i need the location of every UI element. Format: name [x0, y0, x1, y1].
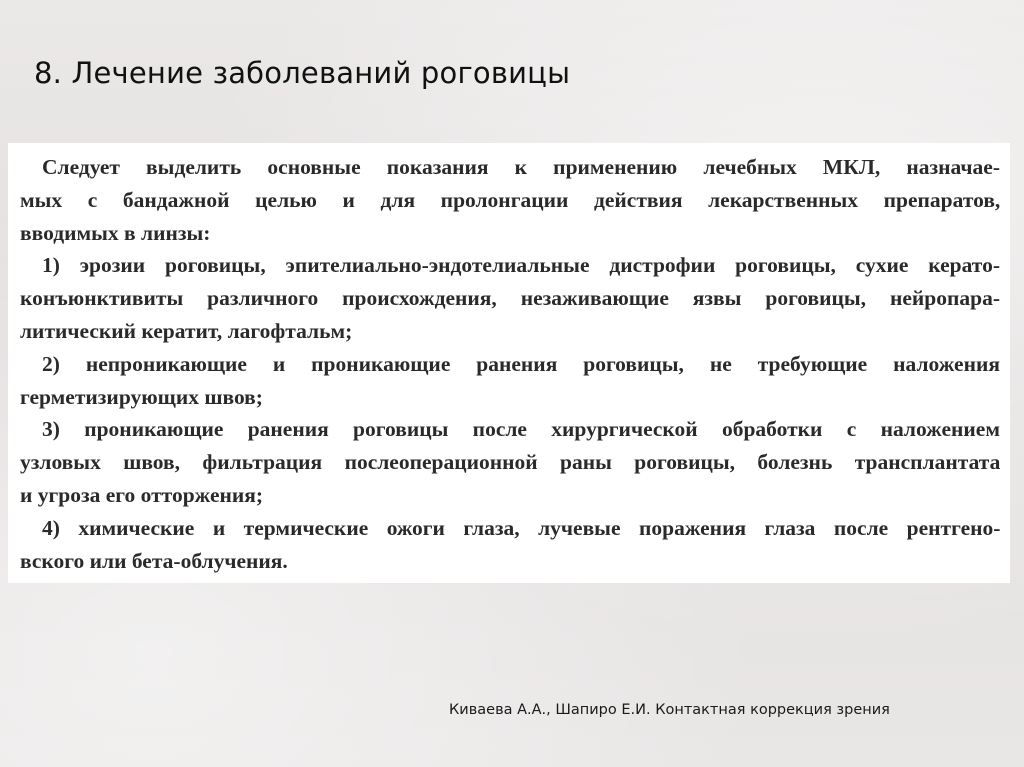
text-line: вводимых в линзы:: [20, 220, 211, 245]
slide-title: 8. Лечение заболеваний роговицы: [34, 56, 571, 90]
scanned-text-panel: [8, 143, 1010, 583]
list-item-1-line: 1) эрозии роговицы, эпителиально-эндотелиальные дистрофии роговицы, сухие керато-: [42, 253, 1000, 278]
list-item-1-line: конъюнктивиты различного происхождения, незаживающие язвы роговицы, нейропара-: [20, 286, 1000, 311]
text-line: мых с бандажной целью и для пролонгации действия лекарственных препаратов,: [20, 187, 1000, 212]
list-item-1-line: литический кератит, лагофтальм;: [20, 318, 353, 343]
list-item-4-line: вского или бета-облучения.: [20, 548, 288, 573]
list-item-3-line: 3) проникающие ранения роговицы после хирургической обработки с наложением: [42, 417, 1000, 442]
list-item-2-line: герметизирующих швов;: [20, 384, 263, 409]
list-item-4-line: 4) химические и термические ожоги глаза, лучевые поражения глаза после рентгено-: [42, 515, 1000, 540]
list-item-3-line: и угроза его отторжения;: [20, 482, 264, 507]
source-citation: Киваева А.А., Шапиро Е.И. Контактная коррекция зрения: [449, 702, 890, 718]
list-item-3-line: узловых швов, фильтрация послеоперационной раны роговицы, болезнь трансплантата: [20, 450, 1000, 475]
text-line: Следует выделить основные показания к применению лечебных МКЛ, назначае-: [42, 155, 1000, 179]
document-body: [20, 151, 1000, 577]
list-item-2-line: 2) непроникающие и проникающие ранения роговицы, не требующие наложения: [42, 351, 1000, 376]
